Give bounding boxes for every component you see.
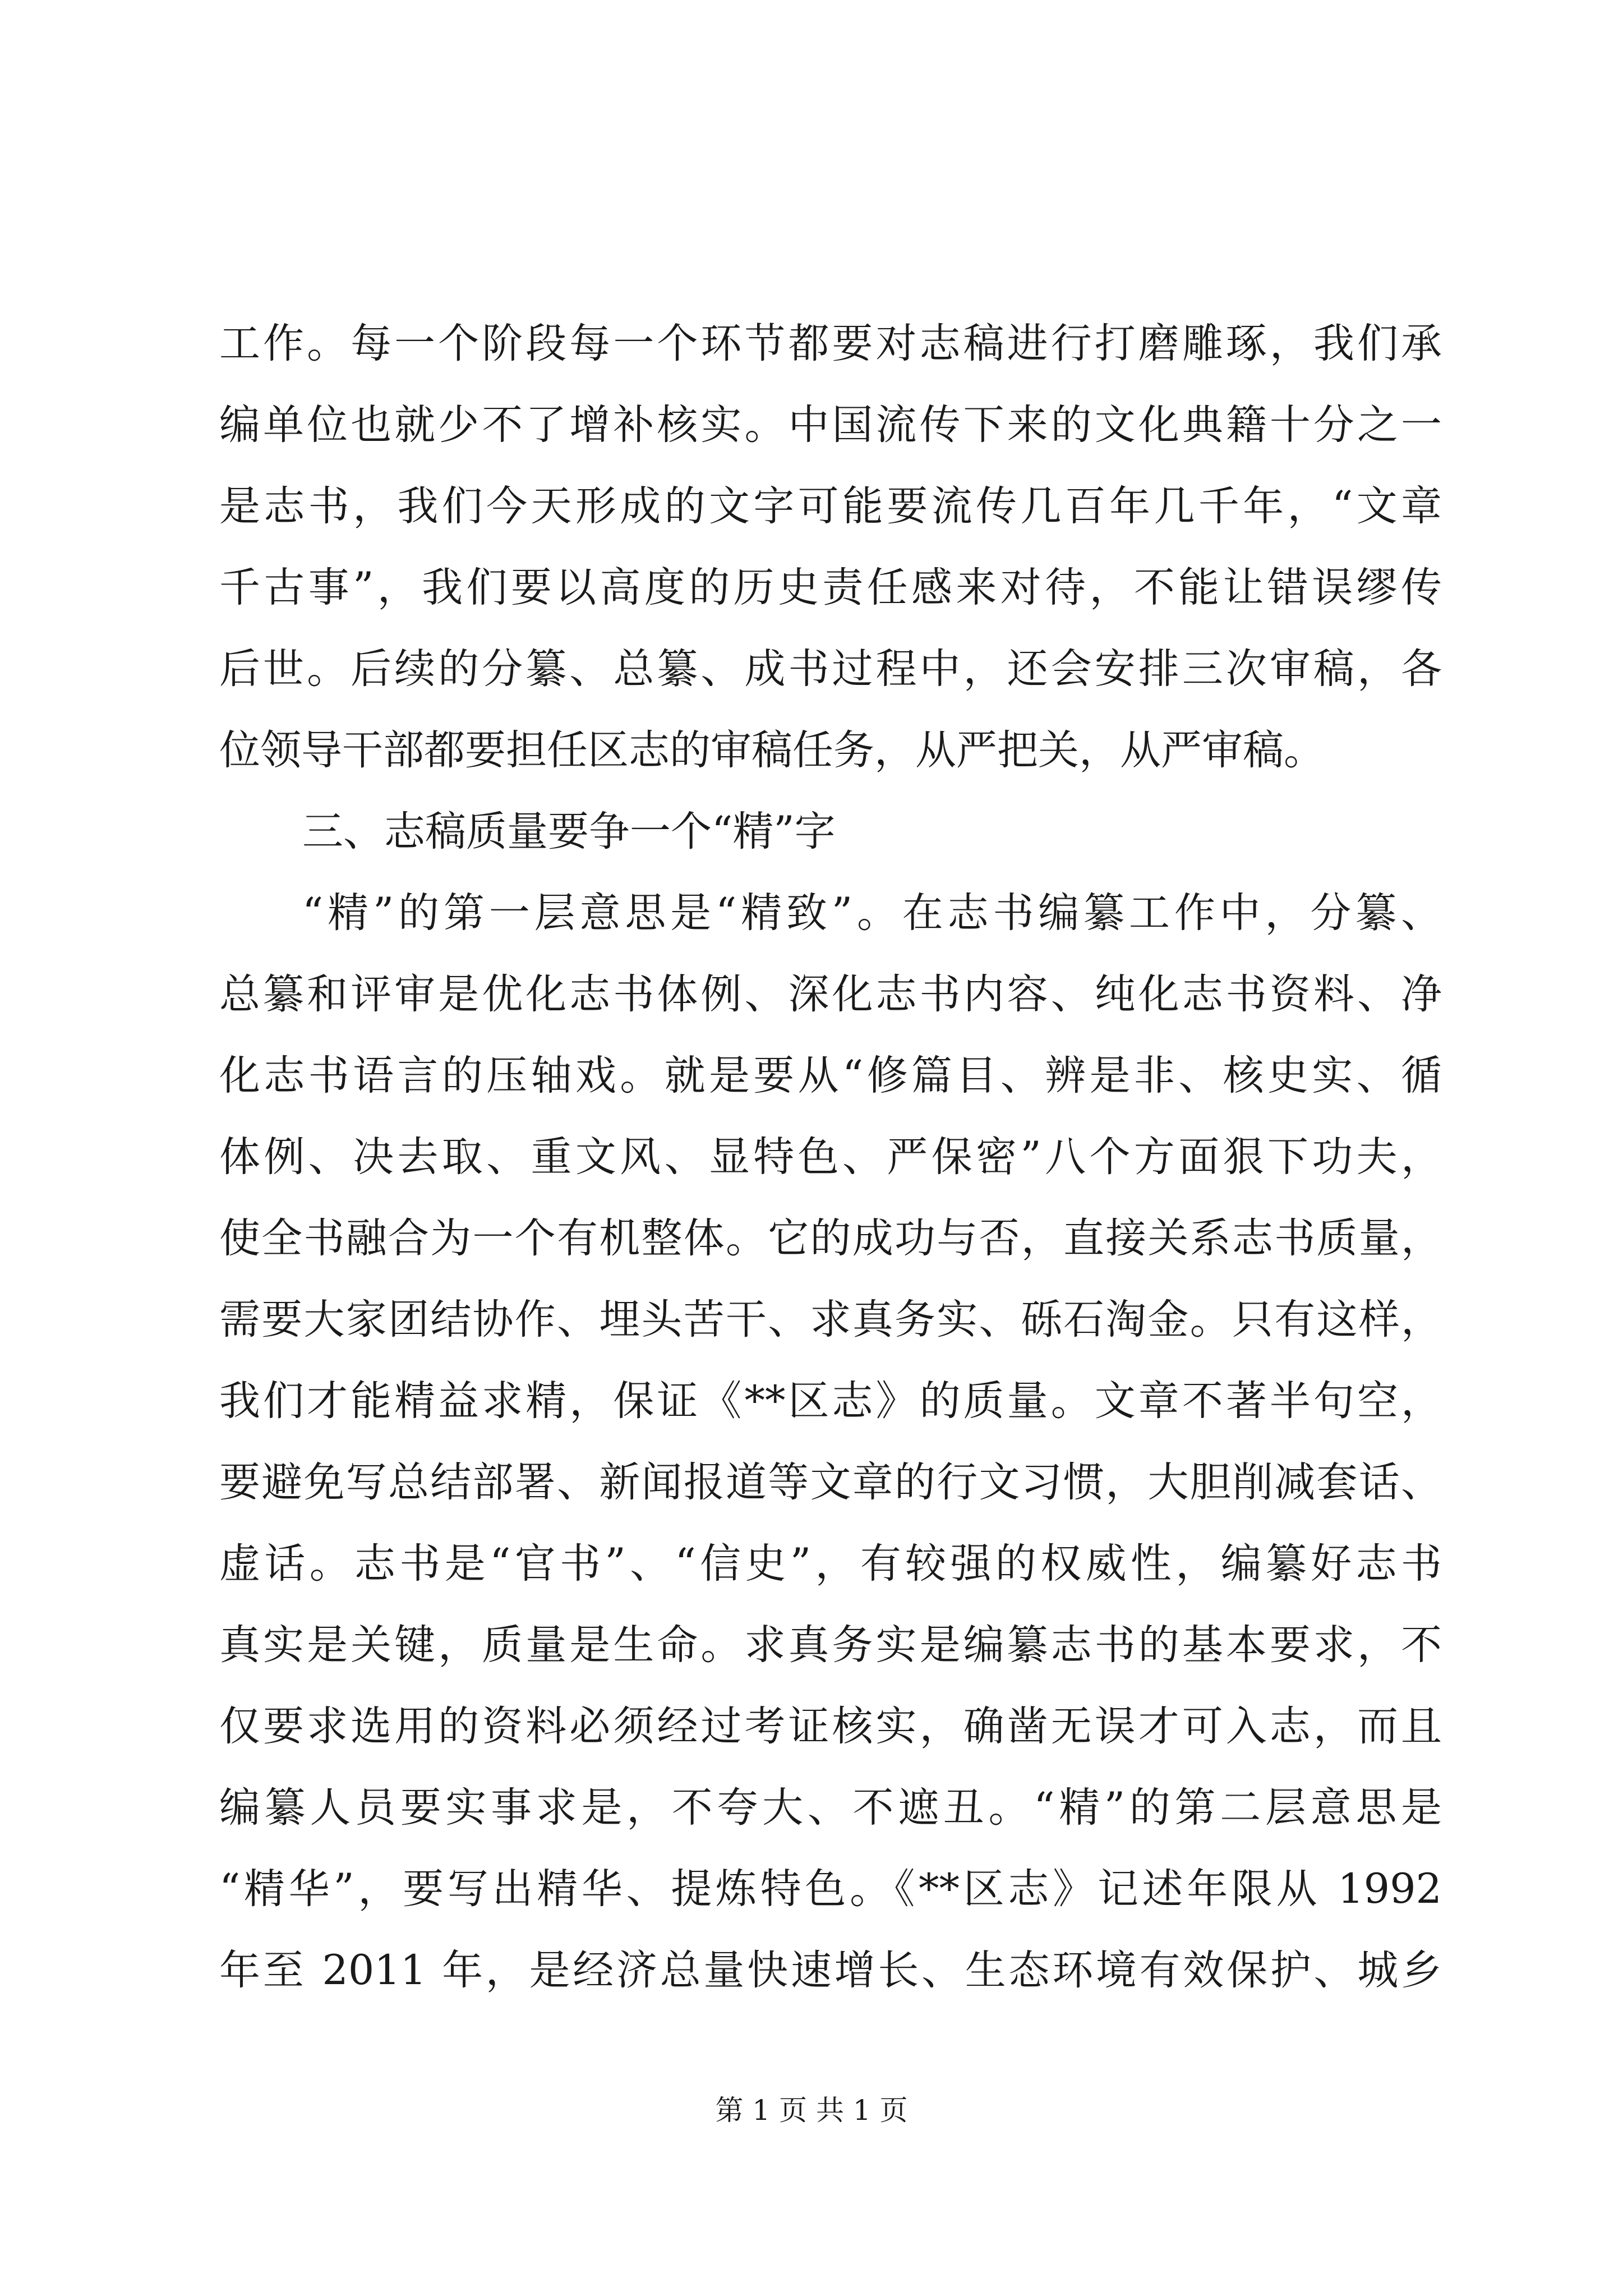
text-line: 年至 2011 年，是经济总量快速增长、生态环境有效保护、城乡	[219, 1947, 1442, 1994]
section-heading: 三、志稿质量要争一个“精”字	[302, 808, 836, 855]
text-line: 体例、决去取、重文风、显特色、严保密”八个方面狠下功夫，	[219, 1133, 1442, 1181]
text-line: 总纂和评审是优化志书体例、深化志书内容、纯化志书资料、净	[219, 970, 1442, 1018]
text-line: 工作。每一个阶段每一个环节都要对志稿进行打磨雕琢，我们承	[219, 320, 1442, 367]
text-line-paragraph-end: 位领导干部都要担任区志的审稿任务，从严把关，从严审稿。	[219, 726, 1325, 774]
text-line: 虚话。志书是“官书”、“信史”，有较强的权威性，编纂好志书	[219, 1540, 1442, 1588]
page-footer: 第 1 页 共 1 页	[715, 2094, 908, 2127]
text-line: 需要大家团结协作、埋头苦干、求真务实、砾石淘金。只有这样，	[219, 1296, 1442, 1343]
text-line: 真实是关键，质量是生命。求真务实是编纂志书的基本要求，不	[219, 1621, 1442, 1669]
text-line: 编纂人员要实事求是，不夸大、不遮丑。“精”的第二层意思是	[219, 1784, 1442, 1832]
text-line: 要避免写总结部署、新闻报道等文章的行文习惯，大胆削减套话、	[219, 1458, 1442, 1506]
text-line: “精华”，要写出精华、提炼特色。《**区志》记述年限从 1992	[219, 1865, 1442, 1913]
text-line: 我们才能精益求精，保证《**区志》的质量。文章不著半句空，	[219, 1377, 1442, 1425]
text-line: 编单位也就少不了增补核实。中国流传下来的文化典籍十分之一	[219, 401, 1442, 449]
text-line: 仅要求选用的资料必须经过考证核实，确凿无误才可入志，而且	[219, 1703, 1442, 1750]
text-line: 千古事”，我们要以高度的历史责任感来对待，不能让错误缪传	[219, 564, 1442, 611]
text-line: 后世。后续的分纂、总纂、成书过程中，还会安排三次审稿，各	[219, 645, 1442, 693]
text-line: 化志书语言的压轴戏。就是要从“修篇目、辨是非、核史实、循	[219, 1052, 1442, 1099]
paragraph-first-line: “精”的第一层意思是“精致”。在志书编纂工作中，分纂、	[302, 889, 1442, 937]
text-line: 使全书融合为一个有机整体。它的成功与否，直接关系志书质量，	[219, 1214, 1442, 1262]
text-line: 是志书，我们今天形成的文字可能要流传几百年几千年，“文章	[219, 482, 1442, 530]
document-body	[219, 303, 1442, 2011]
